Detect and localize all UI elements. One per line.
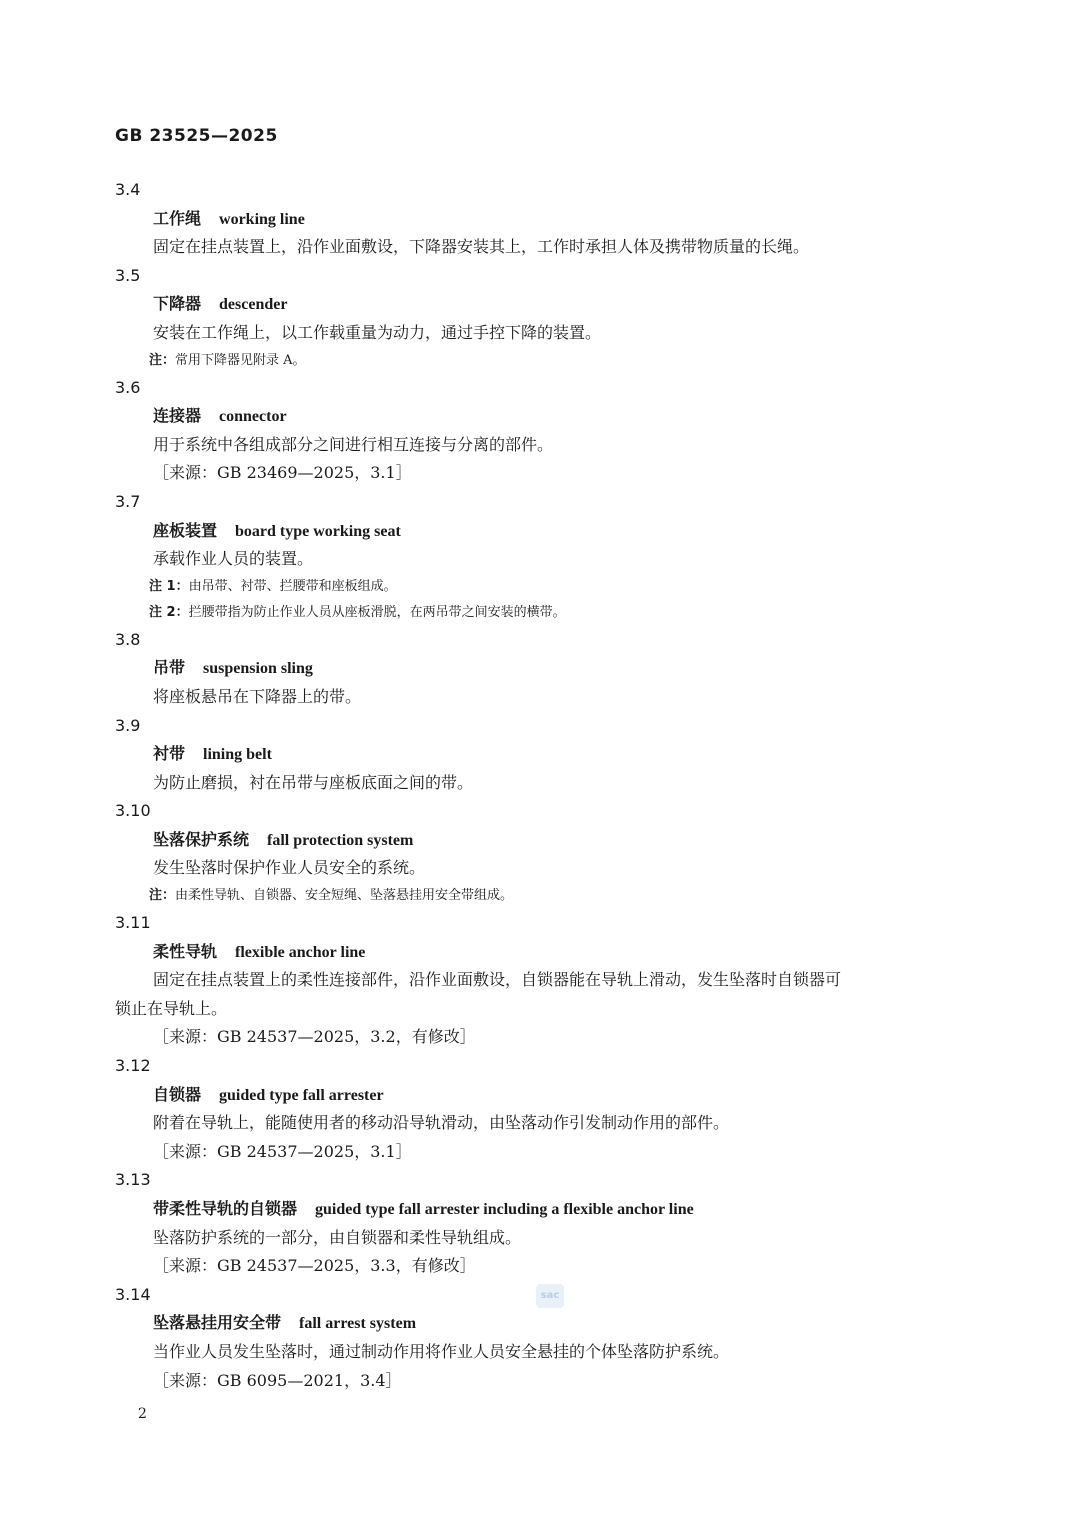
term-en: suspension sling <box>203 660 313 678</box>
term-zh: 吊带 <box>153 658 186 678</box>
term-definition: 承载作业人员的装置。 <box>153 549 314 569</box>
term-zh: 坠落悬挂用安全带 <box>153 1313 282 1333</box>
term-note-2 <box>115 600 965 626</box>
terms-section <box>115 176 965 1395</box>
document-code: GB 23525—2025 <box>115 126 278 146</box>
term-definition: 将座板悬吊在下降器上的带。 <box>153 686 362 706</box>
term-zh: 坠落保护系统 <box>153 829 250 849</box>
term-number: 3.13 <box>115 1170 151 1190</box>
term-definition: 安装在工作绳上，以工作载重量为动力，通过手控下降的装置。 <box>153 322 602 342</box>
term-en: guided type fall arrester <box>219 1086 384 1104</box>
term-title <box>115 938 965 967</box>
term-number: 3.5 <box>115 265 141 285</box>
term-source: ［来源：GB 6095—2021，3.4］ <box>153 1370 402 1390</box>
term-source: ［来源：GB 24537—2025，3.3，有修改］ <box>153 1256 476 1276</box>
term-title <box>115 740 965 769</box>
term-title <box>115 1081 965 1110</box>
term-title <box>115 205 965 234</box>
term-definition: 附着在导轨上，能随使用者的移动沿导轨滑动，由坠落动作引发制动作用的部件。 <box>153 1113 730 1133</box>
term-title <box>115 517 965 546</box>
term-en: guided type fall arrester including a flexible anchor line <box>315 1201 694 1218</box>
term-en: fall protection system <box>267 831 414 849</box>
term-definition: 固定在挂点装置上，沿作业面敷设，下降器安装其上，工作时承担人体及携带物质量的长绳。 <box>153 237 810 257</box>
term-zh: 衬带 <box>153 744 186 764</box>
note-text: 常用下降器见附录 A。 <box>175 352 306 368</box>
term-entry-3-9 <box>115 712 965 798</box>
term-number: 3.11 <box>115 913 151 933</box>
term-zh: 下降器 <box>153 294 202 314</box>
term-note-1 <box>115 574 965 600</box>
term-number: 3.10 <box>115 801 151 821</box>
term-zh: 柔性导轨 <box>153 941 218 961</box>
term-definition: 用于系统中各组成部分之间进行相互连接与分离的部件。 <box>153 434 554 454</box>
sac-watermark: sac <box>536 1284 564 1308</box>
term-source: ［来源：GB 24537—2025，3.2，有修改］ <box>153 1027 476 1047</box>
note-text: 由吊带、衬带、拦腰带和座板组成。 <box>188 578 397 594</box>
note-label: 注 2： <box>149 604 189 620</box>
note-label: 注： <box>149 888 176 904</box>
term-en: connector <box>219 408 287 426</box>
term-en: flexible anchor line <box>235 943 366 961</box>
term-entry-3-4 <box>115 176 965 262</box>
term-definition-continued: 锁止在导轨上。 <box>115 998 228 1018</box>
term-number: 3.8 <box>115 629 141 649</box>
note-text: 由柔性导轨、自锁器、安全短绳、坠落悬挂用安全带组成。 <box>175 888 514 904</box>
term-zh: 自锁器 <box>153 1084 202 1104</box>
term-source: ［来源：GB 23469—2025，3.1］ <box>153 463 412 483</box>
page-number: 2 <box>138 1406 147 1422</box>
term-en: working line <box>219 210 305 228</box>
term-entry-3-8 <box>115 626 965 712</box>
term-title <box>115 402 965 431</box>
term-zh: 座板装置 <box>153 520 218 540</box>
term-zh: 连接器 <box>153 406 202 426</box>
term-title <box>115 826 965 855</box>
term-number: 3.14 <box>115 1284 151 1304</box>
term-number: 3.6 <box>115 377 141 397</box>
term-entry-3-7 <box>115 488 965 626</box>
term-number: 3.9 <box>115 715 141 735</box>
term-title <box>115 1195 965 1224</box>
term-entry-3-13 <box>115 1166 965 1280</box>
term-title <box>115 290 965 319</box>
term-en: fall arrest system <box>299 1315 417 1333</box>
note-label: 注： <box>149 352 176 368</box>
term-en: board type working seat <box>235 522 401 540</box>
term-source: ［来源：GB 24537—2025，3.1］ <box>153 1141 412 1161</box>
term-zh: 工作绳 <box>153 208 202 228</box>
term-en: descender <box>219 296 288 314</box>
term-definition: 发生坠落时保护作业人员安全的系统。 <box>153 858 426 878</box>
term-note <box>115 348 965 374</box>
term-zh: 带柔性导轨的自锁器 <box>153 1199 298 1218</box>
note-text: 拦腰带指为防止作业人员从座板滑脱，在两吊带之间安装的横带。 <box>188 604 566 620</box>
term-definition: 当作业人员发生坠落时，通过制动作用将作业人员安全悬挂的个体坠落防护系统。 <box>153 1341 730 1361</box>
term-definition: 坠落防护系统的一部分，由自锁器和柔性导轨组成。 <box>153 1227 522 1247</box>
term-title <box>115 654 965 683</box>
term-entry-3-10 <box>115 797 965 909</box>
note-label: 注 1： <box>149 578 189 594</box>
term-definition: 固定在挂点装置上的柔性连接部件，沿作业面敷设，自锁器能在导轨上滑动，发生坠落时自锁器可 <box>153 970 842 990</box>
term-entry-3-12 <box>115 1052 965 1166</box>
term-number: 3.12 <box>115 1056 151 1076</box>
term-number: 3.4 <box>115 180 141 199</box>
term-note <box>115 883 965 909</box>
term-number: 3.7 <box>115 491 141 511</box>
term-entry-3-6 <box>115 374 965 488</box>
term-definition: 为防止磨损，衬在吊带与座板底面之间的带。 <box>153 772 474 792</box>
term-title <box>115 1309 965 1338</box>
term-entry-3-5 <box>115 262 965 374</box>
term-entry-3-11 <box>115 909 965 1052</box>
term-en: lining belt <box>203 746 272 764</box>
